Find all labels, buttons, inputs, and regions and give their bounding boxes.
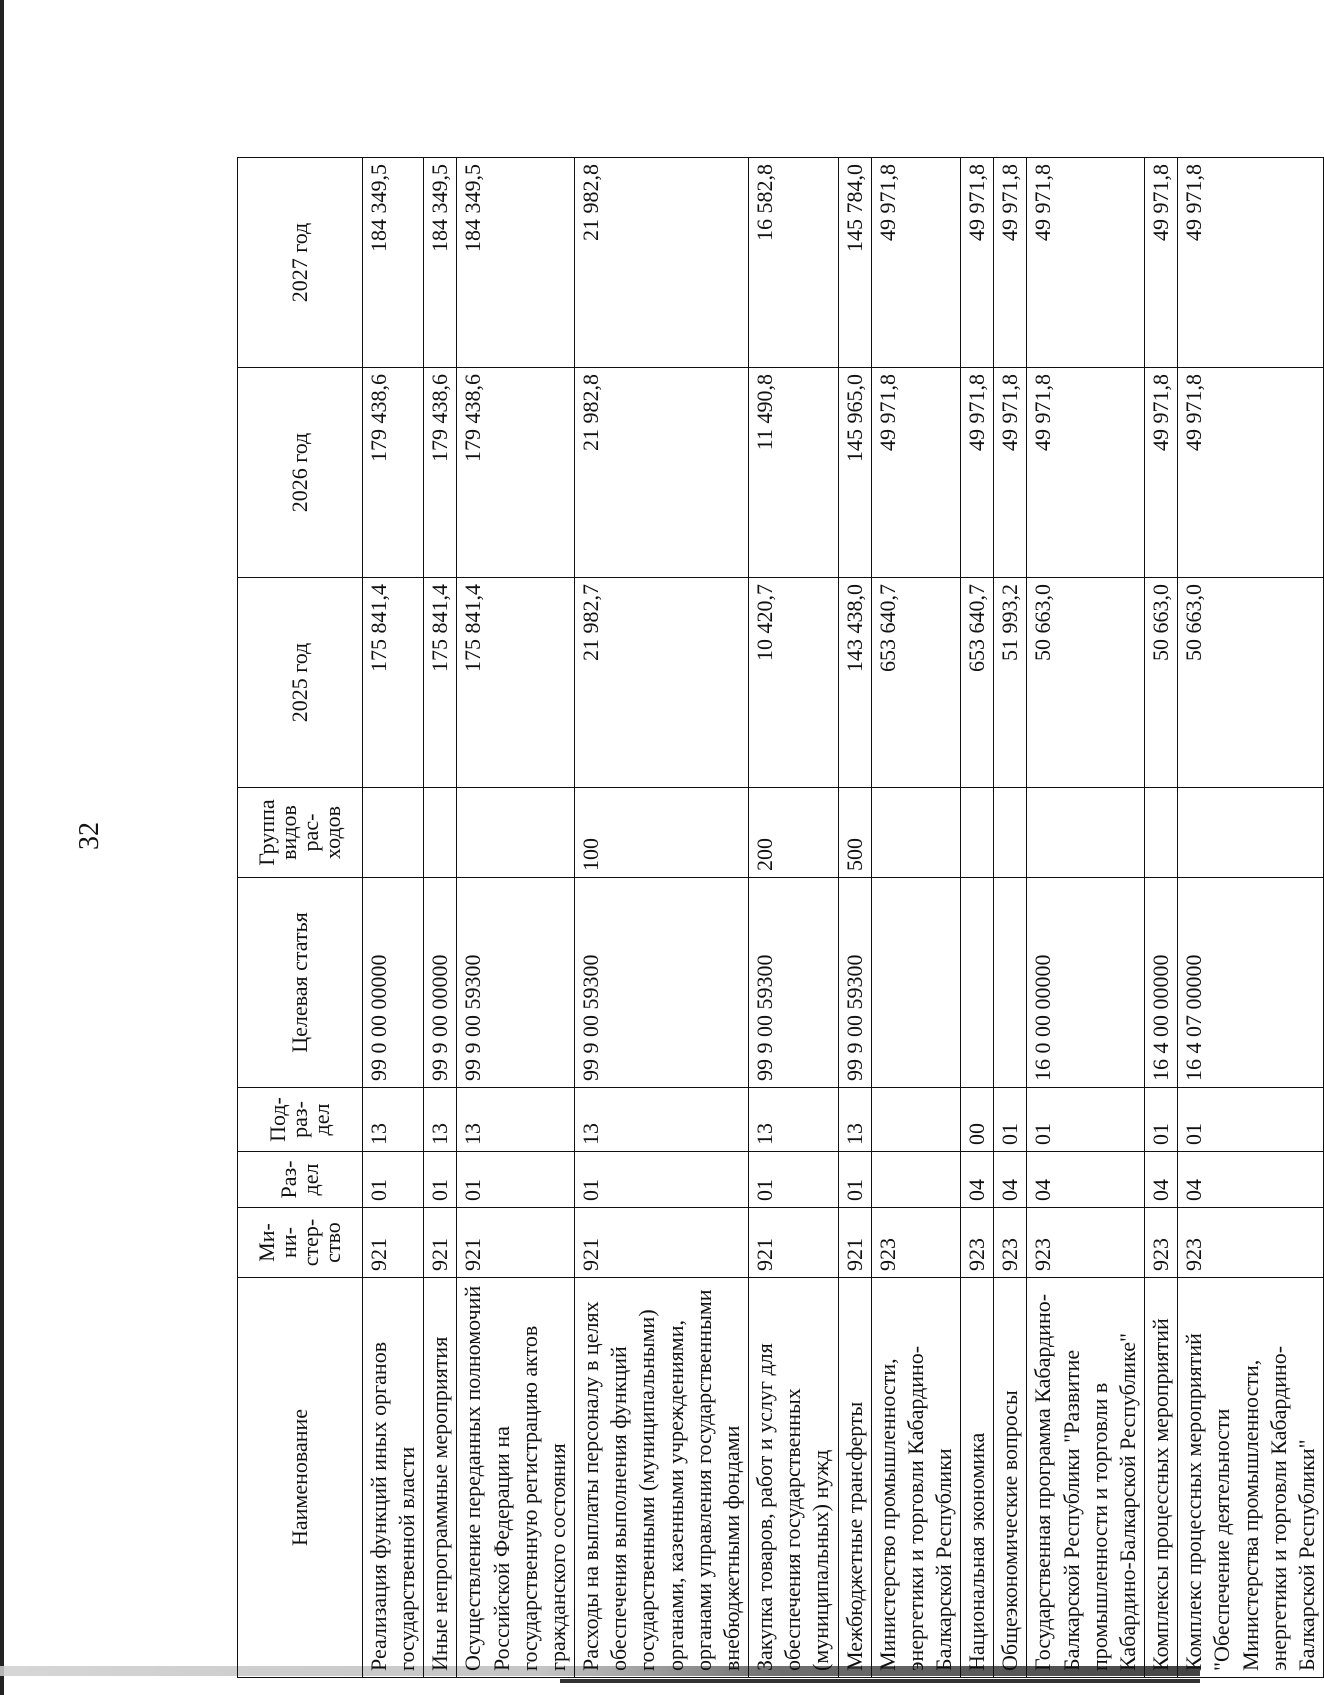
cell-2027: 49 971,8	[994, 158, 1027, 368]
cell-section: 01	[749, 1152, 838, 1208]
header-2026: 2026 год	[238, 368, 363, 578]
cell-name: Межбюджетные трансферты	[838, 1278, 871, 1678]
header-2025: 2025 год	[238, 578, 363, 788]
cell-target-article	[994, 878, 1027, 1088]
table-row	[575, 158, 749, 1678]
table-row	[457, 158, 575, 1678]
cell-name: Иные непрограммные мероприятия	[424, 1278, 457, 1678]
cell-name: Реализация функций иных органов государственной власти	[363, 1278, 424, 1678]
table-row	[424, 158, 457, 1678]
cell-expense-group	[994, 788, 1027, 878]
cell-expense-group: 200	[749, 788, 838, 878]
cell-ministry: 923	[961, 1208, 994, 1278]
header-ministry: Ми- ни- стер- ство	[238, 1208, 363, 1278]
cell-name: Общеэкономические вопросы	[994, 1278, 1027, 1678]
cell-ministry: 921	[424, 1208, 457, 1278]
cell-2025: 21 982,7	[575, 578, 749, 788]
cell-section: 04	[994, 1152, 1027, 1208]
cell-name: Национальная экономика	[961, 1278, 994, 1678]
cell-expense-group	[424, 788, 457, 878]
table-row	[961, 158, 994, 1678]
cell-2027: 184 349,5	[363, 158, 424, 368]
cell-2027: 49 971,8	[1178, 158, 1324, 368]
cell-subsection: 01	[994, 1088, 1027, 1152]
cell-expense-group	[1145, 788, 1178, 878]
cell-target-article: 99 9 00 59300	[575, 878, 749, 1088]
cell-2025: 51 993,2	[994, 578, 1027, 788]
cell-target-article: 99 9 00 00000	[424, 878, 457, 1088]
table-header-row	[238, 158, 363, 1678]
header-target-article: Целевая статья	[238, 878, 363, 1088]
cell-target-article: 99 9 00 59300	[749, 878, 838, 1088]
cell-section: 04	[1145, 1152, 1178, 1208]
table-row	[1027, 158, 1145, 1678]
cell-name: Министерство промышленности, энергетики и торговли Кабардино-Балкарской Республики	[871, 1278, 960, 1678]
table-row	[838, 158, 871, 1678]
cell-2025: 50 663,0	[1145, 578, 1178, 788]
cell-2027: 49 971,8	[1145, 158, 1178, 368]
cell-subsection	[871, 1088, 960, 1152]
cell-subsection: 13	[838, 1088, 871, 1152]
cell-expense-group	[1178, 788, 1324, 878]
cell-2027: 49 971,8	[1027, 158, 1145, 368]
cell-2027: 145 784,0	[838, 158, 871, 368]
cell-name: Комплекс процессных мероприятий "Обеспечение деятельности Министерства промышленности, энергетики и торговли Кабардино-Балкарской Республики"	[1178, 1278, 1324, 1678]
cell-target-article: 16 4 07 00000	[1178, 878, 1324, 1088]
cell-expense-group	[1027, 788, 1145, 878]
cell-expense-group: 500	[838, 788, 871, 878]
cell-2026: 179 438,6	[363, 368, 424, 578]
cell-2025: 653 640,7	[871, 578, 960, 788]
cell-expense-group	[871, 788, 960, 878]
table-row	[1145, 158, 1178, 1678]
cell-ministry: 921	[363, 1208, 424, 1278]
cell-target-article: 99 9 00 59300	[838, 878, 871, 1088]
cell-target-article	[871, 878, 960, 1088]
cell-2025: 175 841,4	[424, 578, 457, 788]
scan-bottom-line	[560, 1679, 1200, 1683]
cell-2026: 49 971,8	[871, 368, 960, 578]
cell-target-article: 16 0 00 00000	[1027, 878, 1145, 1088]
cell-expense-group	[457, 788, 575, 878]
cell-2026: 49 971,8	[1027, 368, 1145, 578]
rotated-table-container	[237, 158, 1319, 1678]
cell-2026: 179 438,6	[424, 368, 457, 578]
cell-2026: 145 965,0	[838, 368, 871, 578]
cell-target-article	[961, 878, 994, 1088]
cell-target-article: 99 0 00 00000	[363, 878, 424, 1088]
cell-section	[871, 1152, 960, 1208]
cell-ministry: 923	[1145, 1208, 1178, 1278]
cell-2027: 21 982,8	[575, 158, 749, 368]
cell-subsection: 13	[457, 1088, 575, 1152]
cell-section: 04	[1027, 1152, 1145, 1208]
cell-2027: 184 349,5	[457, 158, 575, 368]
cell-2025: 175 841,4	[363, 578, 424, 788]
cell-subsection: 01	[1178, 1088, 1324, 1152]
header-name: Наименование	[238, 1278, 363, 1678]
table-row	[749, 158, 838, 1678]
header-expense-group: Группа видов рас- ходов	[238, 788, 363, 878]
cell-2027: 16 582,8	[749, 158, 838, 368]
cell-2026: 49 971,8	[1178, 368, 1324, 578]
cell-name: Государственная программа Кабардино-Балкарской Республики "Развитие промышленности и торговли в Кабардино-Балкарской Республике"	[1027, 1278, 1145, 1678]
cell-2025: 10 420,7	[749, 578, 838, 788]
cell-name: Расходы на выплаты персоналу в целях обеспечения выполнения функций государственными (муниципальными) органами, казенными учреждениями, органами управления государственными внебюджетными фондами	[575, 1278, 749, 1678]
cell-2026: 21 982,8	[575, 368, 749, 578]
cell-subsection: 01	[1145, 1088, 1178, 1152]
cell-ministry: 921	[838, 1208, 871, 1278]
cell-2025: 143 438,0	[838, 578, 871, 788]
cell-ministry: 923	[871, 1208, 960, 1278]
table-row	[1178, 158, 1324, 1678]
cell-2025: 50 663,0	[1027, 578, 1145, 788]
cell-section: 01	[457, 1152, 575, 1208]
cell-2027: 49 971,8	[961, 158, 994, 368]
cell-section: 01	[363, 1152, 424, 1208]
table-row	[363, 158, 424, 1678]
cell-ministry: 921	[749, 1208, 838, 1278]
page-number: 32	[74, 822, 105, 850]
cell-2025: 653 640,7	[961, 578, 994, 788]
cell-expense-group	[961, 788, 994, 878]
cell-ministry: 923	[1178, 1208, 1324, 1278]
cell-ministry: 923	[1027, 1208, 1145, 1278]
scan-left-edge	[0, 0, 4, 1695]
cell-subsection: 13	[363, 1088, 424, 1152]
cell-target-article: 99 9 00 59300	[457, 878, 575, 1088]
table-row	[871, 158, 960, 1678]
cell-expense-group	[363, 788, 424, 878]
cell-2026: 49 971,8	[994, 368, 1027, 578]
cell-subsection: 13	[575, 1088, 749, 1152]
cell-section: 01	[575, 1152, 749, 1208]
cell-subsection: 01	[1027, 1088, 1145, 1152]
cell-ministry: 921	[575, 1208, 749, 1278]
cell-2025: 50 663,0	[1178, 578, 1324, 788]
cell-subsection: 13	[424, 1088, 457, 1152]
cell-2026: 179 438,6	[457, 368, 575, 578]
table-body	[363, 158, 1324, 1678]
table-row	[994, 158, 1027, 1678]
cell-name: Закупка товаров, работ и услуг для обеспечения государственных (муниципальных) нужд	[749, 1278, 838, 1678]
cell-expense-group: 100	[575, 788, 749, 878]
cell-2026: 11 490,8	[749, 368, 838, 578]
cell-2027: 184 349,5	[424, 158, 457, 368]
cell-section: 01	[838, 1152, 871, 1208]
cell-target-article: 16 4 00 00000	[1145, 878, 1178, 1088]
cell-ministry: 923	[994, 1208, 1027, 1278]
cell-section: 04	[1178, 1152, 1324, 1208]
cell-2026: 49 971,8	[1145, 368, 1178, 578]
cell-subsection: 13	[749, 1088, 838, 1152]
header-subsection: Под- раз- дел	[238, 1088, 363, 1152]
cell-name: Комплексы процессных мероприятий	[1145, 1278, 1178, 1678]
cell-ministry: 921	[457, 1208, 575, 1278]
cell-2026: 49 971,8	[961, 368, 994, 578]
cell-subsection: 00	[961, 1088, 994, 1152]
cell-2027: 49 971,8	[871, 158, 960, 368]
cell-name: Осуществление переданных полномочий Российской Федерации на государственную регистрацию актов гражданского состояния	[457, 1278, 575, 1678]
cell-2025: 175 841,4	[457, 578, 575, 788]
header-2027: 2027 год	[238, 158, 363, 368]
cell-section: 01	[424, 1152, 457, 1208]
header-section: Раз- дел	[238, 1152, 363, 1208]
cell-section: 04	[961, 1152, 994, 1208]
budget-table	[237, 157, 1324, 1678]
